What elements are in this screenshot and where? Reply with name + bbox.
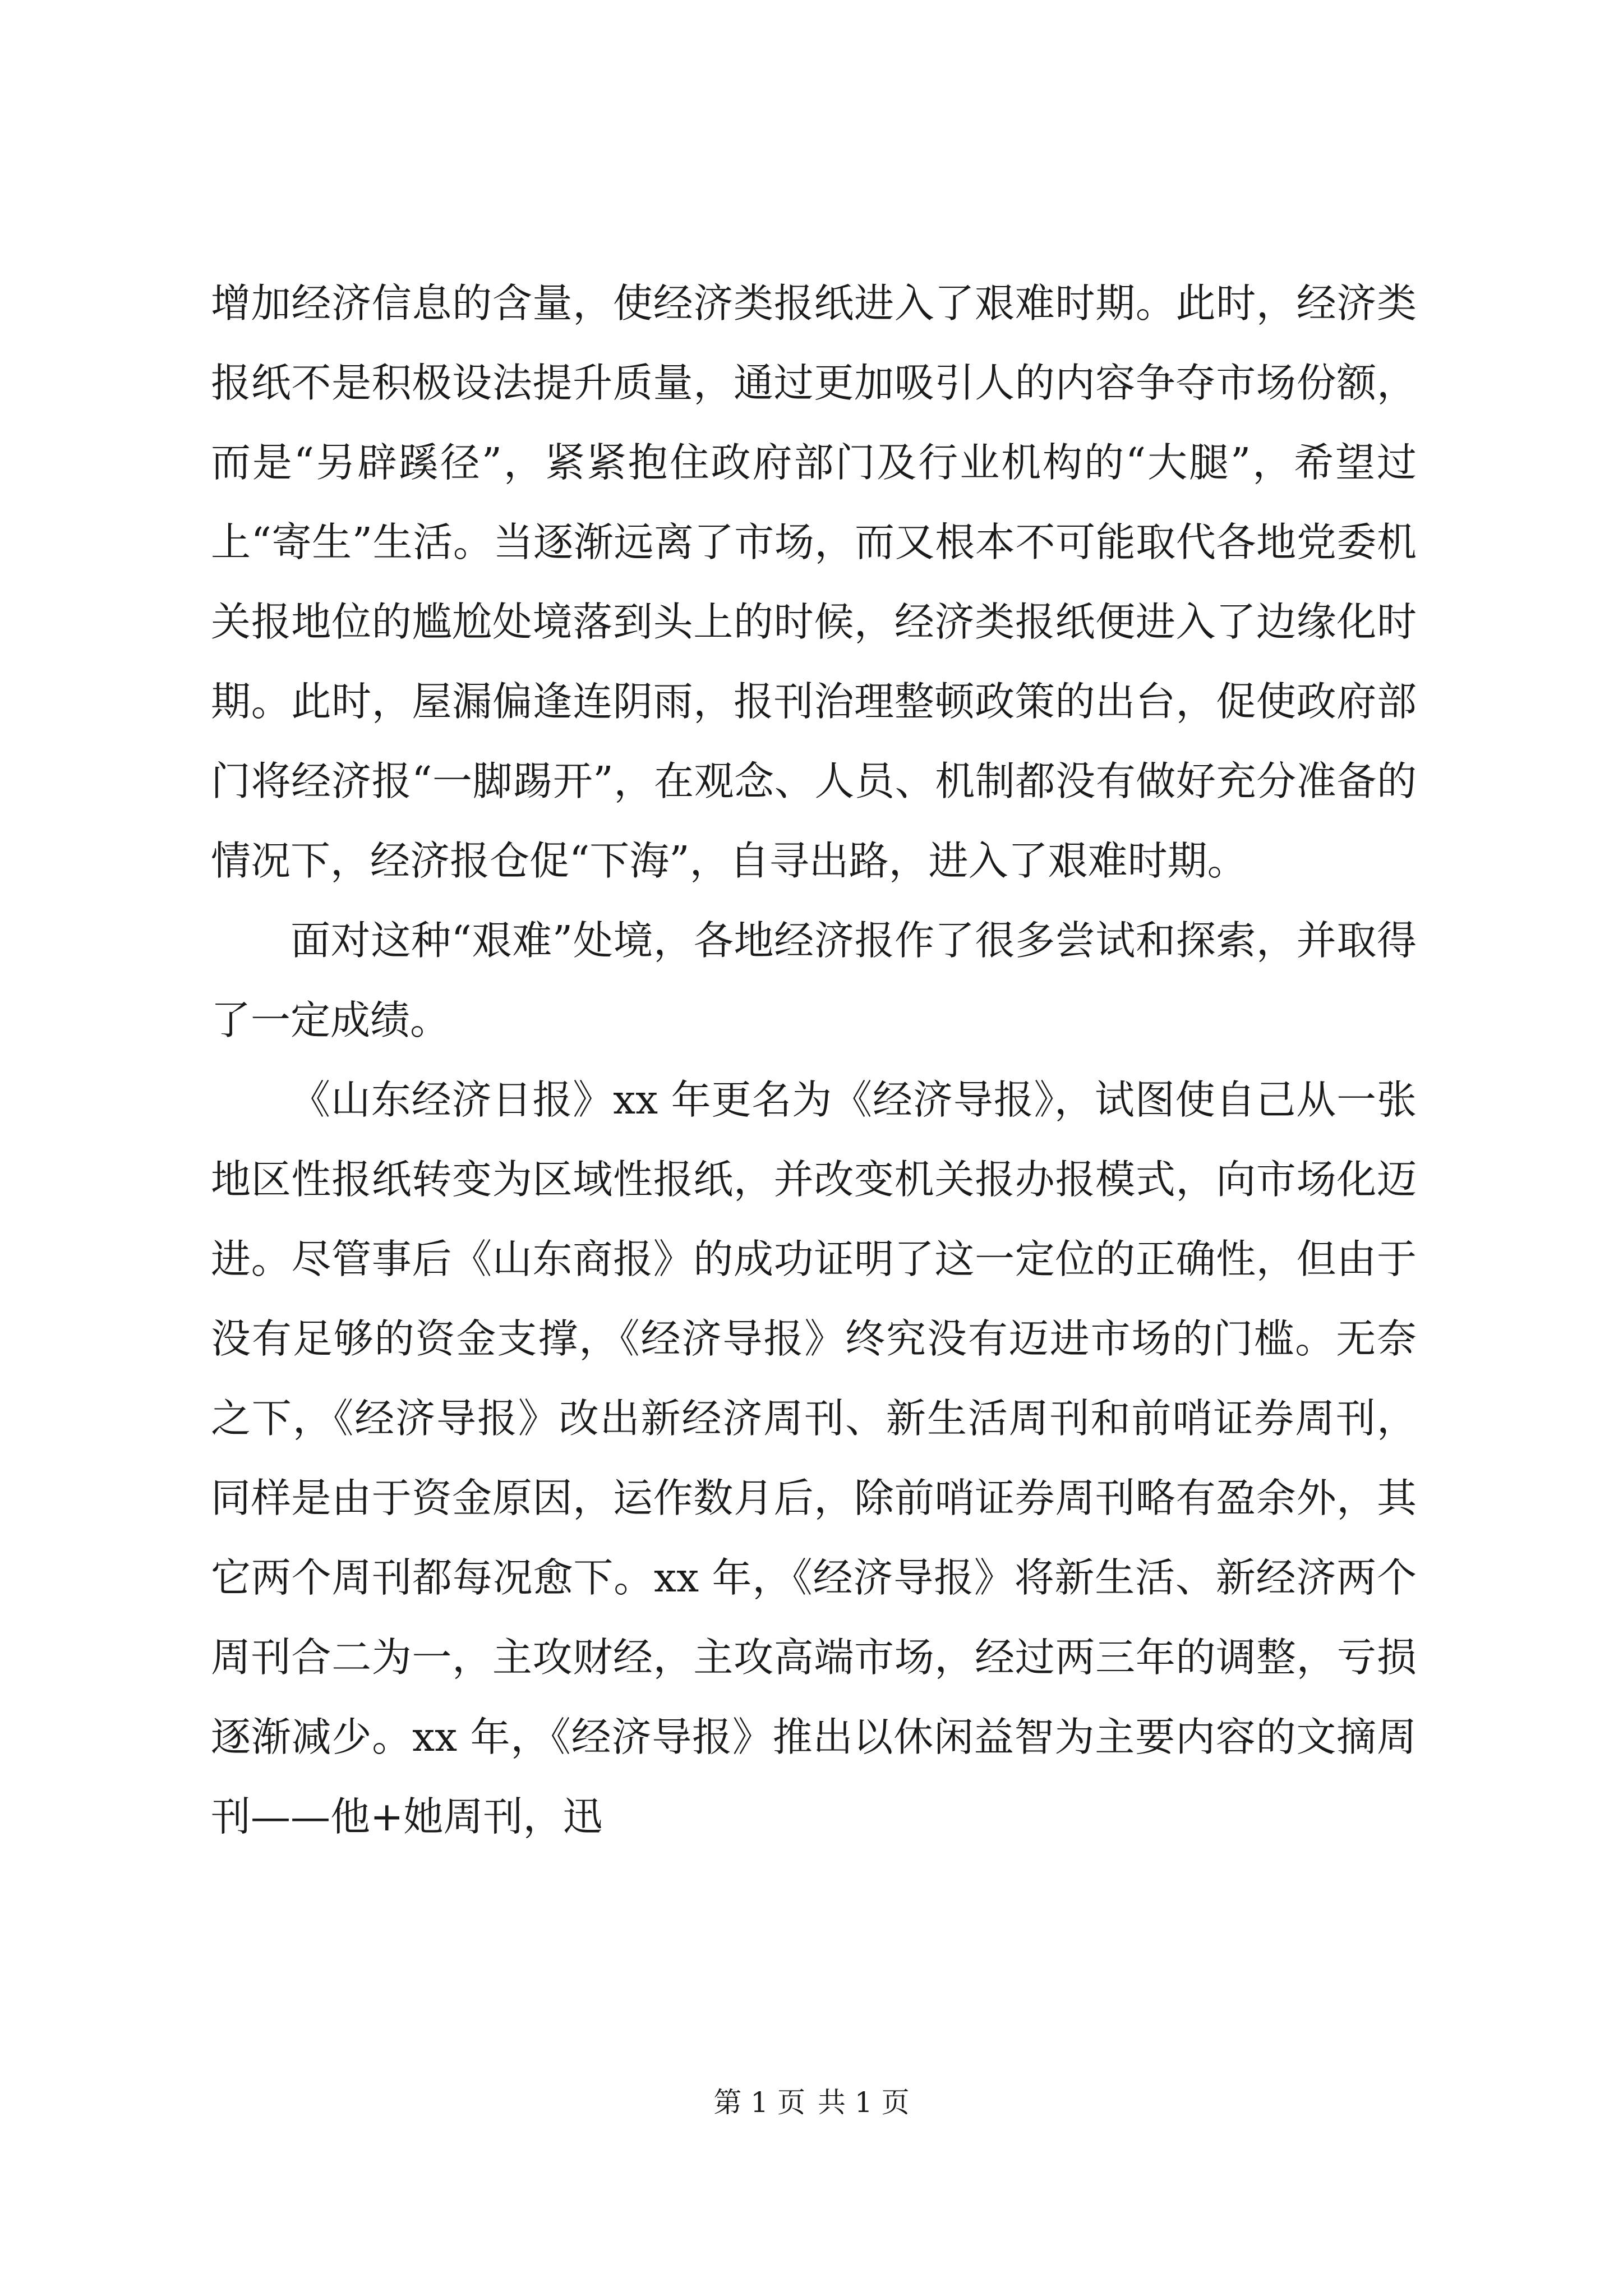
page-footer [0,2086,1623,2119]
document-body [211,264,1417,1857]
page-total: 共 1 页 [818,2086,910,2119]
paragraph: 《山东经济日报》xx 年更名为《经济导报》，试图使自己从一张地区性报纸转变为区域性报纸，并改变机关报办报模式，向市场化迈进。尽管事后《山东商报》的成功证明了这一定位的正确性，但由于没有足够的资金支撑，《经济导报》终究没有迈进市场的门槛。无奈之下，《经济导报》改出新经济周刊、新生活周刊和前哨证券周刊，同样是由于资金原因，运作数月后，除前哨证券周刊略有盈余外，其它两个周刊都每况愈下。xx 年，《经济导报》将新生活、新经济两个周刊合二为一，主攻财经，主攻高端市场，经过两三年的调整，亏损逐渐减少。xx 年，《经济导报》推出以休闲益智为主要内容的文摘周刊——他+她周刊，迅 [211,1076,1417,1840]
page-number: 第 1 页 [713,2086,805,2119]
paragraph: 面对这种“艰难”处境，各地经济报作了很多尝试和探索，并取得了一定成绩。 [211,917,1417,1043]
paragraph-continued: 增加经济信息的含量，使经济类报纸进入了艰难时期。此时，经济类报纸不是积极设法提升质量，通过更加吸引人的内容争夺市场份额，而是“另辟蹊径”，紧紧抱住政府部门及行业机构的“大腿”，希望过上“寄生”生活。当逐渐远离了市场，而又根本不可能取代各地党委机关报地位的尴尬处境落到头上的时候，经济类报纸便进入了边缘化时期。此时，屋漏偏逢连阴雨，报刊治理整顿政策的出台，促使政府部门将经济报“一脚踢开”，在观念、人员、机制都没有做好充分准备的情况下，经济报仓促“下海”，自寻出路，进入了艰难时期。 [211,280,1417,884]
